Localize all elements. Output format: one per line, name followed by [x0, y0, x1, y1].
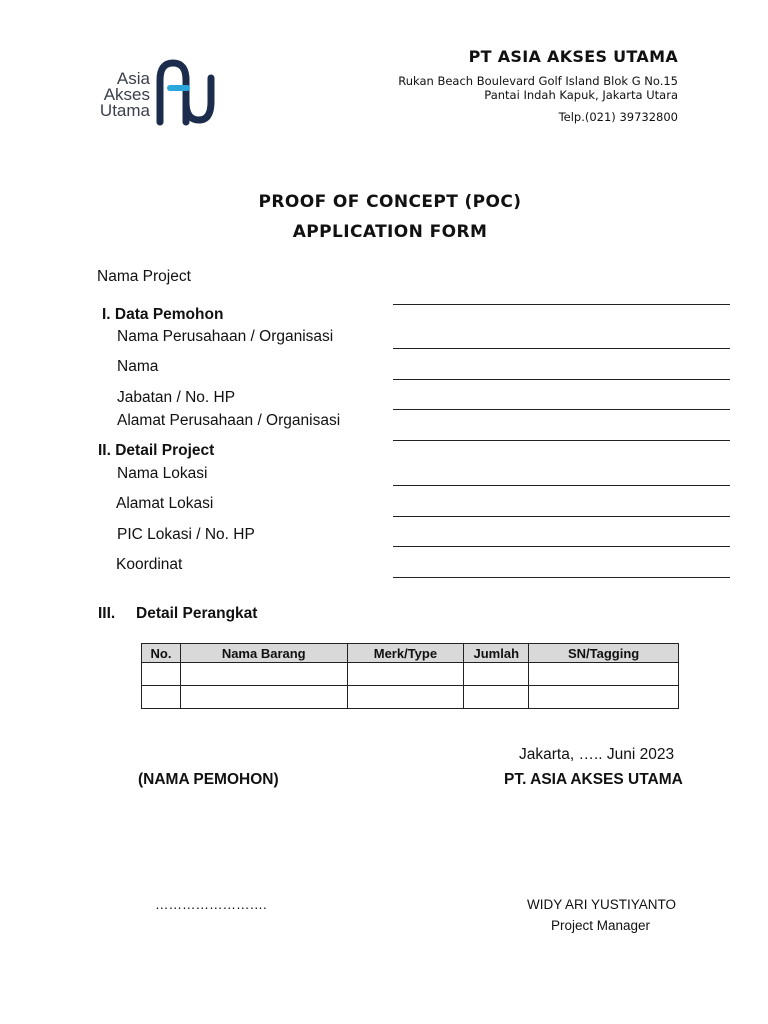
field-label-location-name: Nama Lokasi [117, 465, 208, 482]
applicant-signature-blank: ……………………. [155, 897, 267, 912]
signer-name: WIDY ARI YUSTIYANTO [527, 897, 677, 912]
field-label-pic-phone: PIC Lokasi / No. HP [117, 526, 255, 543]
company-address-line2: Pantai Indah Kapuk, Jakarta Utara [484, 88, 678, 102]
logo-text-line3: Utama [99, 101, 150, 120]
table-cell[interactable] [464, 663, 529, 686]
field-label-org-name: Nama Perusahaan / Organisasi [117, 328, 334, 345]
field-label-name: Nama [117, 358, 159, 375]
name-line[interactable] [393, 379, 730, 380]
table-cell[interactable] [142, 663, 181, 686]
project-name-line[interactable] [393, 304, 730, 305]
section3-heading: Detail Perangkat [136, 605, 258, 622]
org-address-line[interactable] [393, 440, 730, 441]
section3-number: III. [98, 605, 116, 622]
company-address-line1: Rukan Beach Boulevard Golf Island Blok G No.15 [398, 74, 678, 88]
coordinates-line[interactable] [393, 577, 730, 578]
company-phone: Telp.(021) 39732800 [558, 110, 678, 124]
device-table-header-row [142, 644, 679, 663]
table-cell[interactable] [347, 663, 464, 686]
pic-phone-line[interactable] [393, 546, 730, 547]
org-name-line[interactable] [393, 348, 730, 349]
field-label-position-phone: Jabatan / No. HP [117, 389, 236, 406]
column-header-sn-tagging: SN/Tagging [529, 644, 679, 663]
table-row [142, 686, 679, 709]
table-cell[interactable] [142, 686, 181, 709]
table-cell[interactable] [180, 686, 347, 709]
table-cell[interactable] [180, 663, 347, 686]
applicant-label: (NAMA PEMOHON) [138, 771, 279, 788]
table-cell[interactable] [464, 686, 529, 709]
company-signature-label: PT. ASIA AKSES UTAMA [504, 771, 683, 788]
company-logo [88, 58, 220, 126]
column-header-brand-type: Merk/Type [347, 644, 464, 663]
project-name-label: Nama Project [97, 268, 191, 285]
place-date: Jakarta, ….. Juni 2023 [519, 746, 675, 763]
section1-heading: I. Data Pemohon [102, 306, 224, 323]
device-table [141, 643, 679, 709]
column-header-quantity: Jumlah [464, 644, 529, 663]
form-title-line2: APPLICATION FORM [292, 222, 488, 242]
form-title-line1: PROOF OF CONCEPT (POC) [258, 192, 522, 212]
table-cell[interactable] [347, 686, 464, 709]
table-cell[interactable] [529, 686, 679, 709]
section2-heading: II. Detail Project [98, 442, 215, 459]
table-row [142, 663, 679, 686]
signer-title: Project Manager [551, 918, 651, 933]
logo-text-line2: Akses [103, 85, 150, 104]
column-header-no: No. [142, 644, 181, 663]
au-logo-mark-icon [154, 58, 216, 126]
field-label-location-address: Alamat Lokasi [116, 495, 214, 512]
field-label-coordinates: Koordinat [116, 556, 183, 573]
logo-text [88, 71, 150, 119]
table-cell[interactable] [529, 663, 679, 686]
position-phone-line[interactable] [393, 409, 730, 410]
location-address-line[interactable] [393, 516, 730, 517]
column-header-item-name: Nama Barang [180, 644, 347, 663]
field-label-org-address: Alamat Perusahaan / Organisasi [117, 412, 341, 429]
logo-text-line1: Asia [116, 69, 150, 88]
location-name-line[interactable] [393, 485, 730, 486]
company-name: PT ASIA AKSES UTAMA [468, 47, 678, 66]
